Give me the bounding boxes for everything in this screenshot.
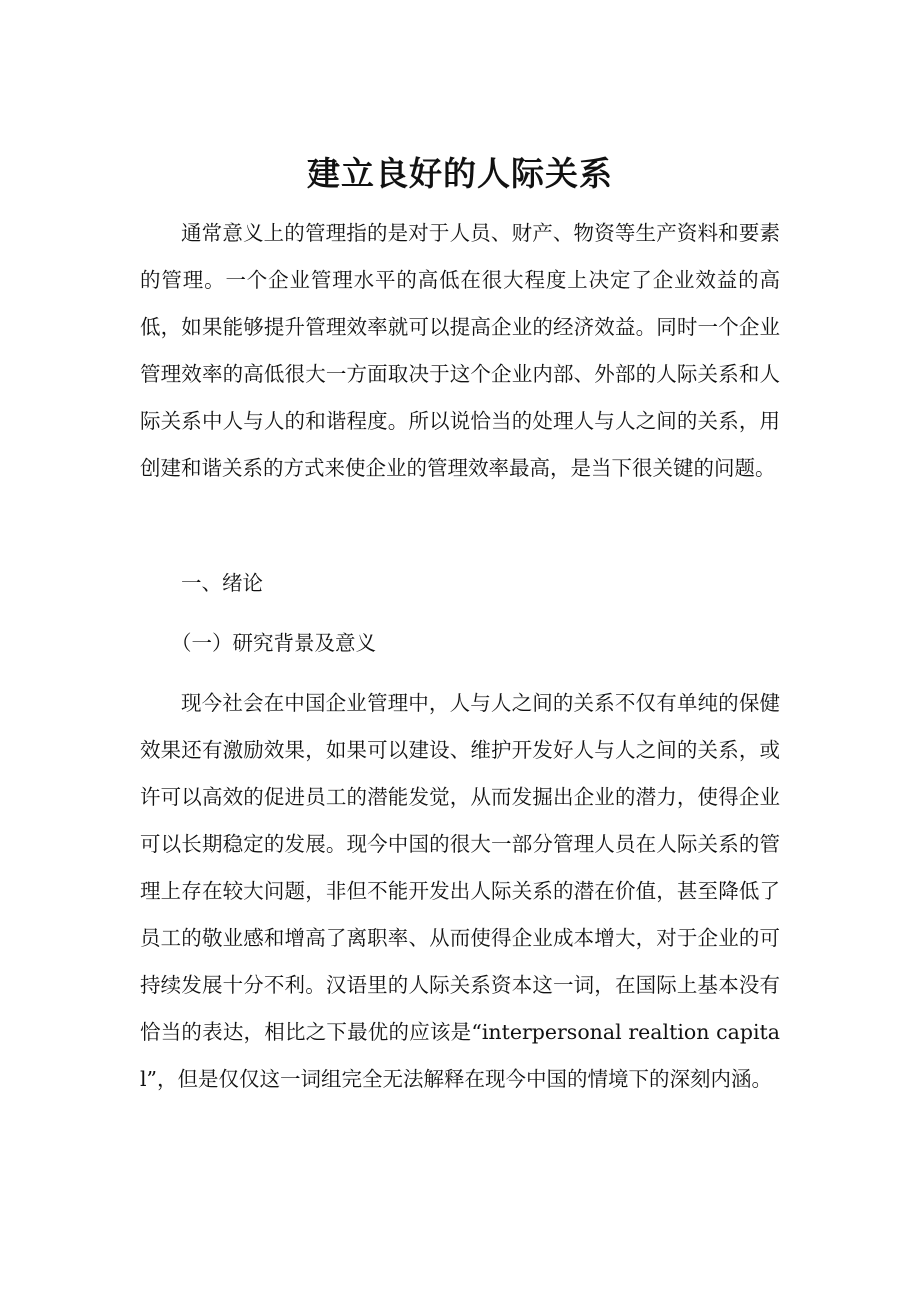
subsection-heading: （一）研究背景及意义 bbox=[171, 631, 376, 655]
body-paragraph: 现今社会在中国企业管理中，人与人之间的关系不仅有单纯的保健效果还有激励效果，如果可以建设、维护开发好人与人之间的关系，或许可以高效的促进员工的潜能发觉，从而发掘出企业的潜力，使得企业可以长期稳定的发展。现今中国的很大一部分管理人员在人际关系的管理上存在较大问题，非但不能开发出人际关系的潜在价值，甚至降低了员工的敬业感和增高了离职率、从而使得企业成本增大，对于企业的可持续发展十分不利。汉语里的人际关系资本这一词，在国际上基本没有恰当的表达，相比之下最优的应该是“interpersonal realtion capital”，但是仅仅这一词组完全无法解释在现今中国的情境下的深刻内涵。 bbox=[140, 691, 780, 1091]
section-heading: 一、绪论 bbox=[181, 571, 263, 595]
intro-paragraph: 通常意义上的管理指的是对于人员、财产、物资等生产资料和要素的管理。一个企业管理水平的高低在很大程度上决定了企业效益的高低，如果能够提升管理效率就可以提高企业的经济效益。同时一个企业管理效率的高低很大一方面取决于这个企业内部、外部的人际关系和人际关系中人与人的和谐程度。所以说恰当的处理人与人之间的关系，用创建和谐关系的方式来使企业的管理效率最高，是当下很关键的问题。 bbox=[140, 221, 780, 480]
document-title: 建立良好的人际关系 bbox=[307, 154, 613, 193]
